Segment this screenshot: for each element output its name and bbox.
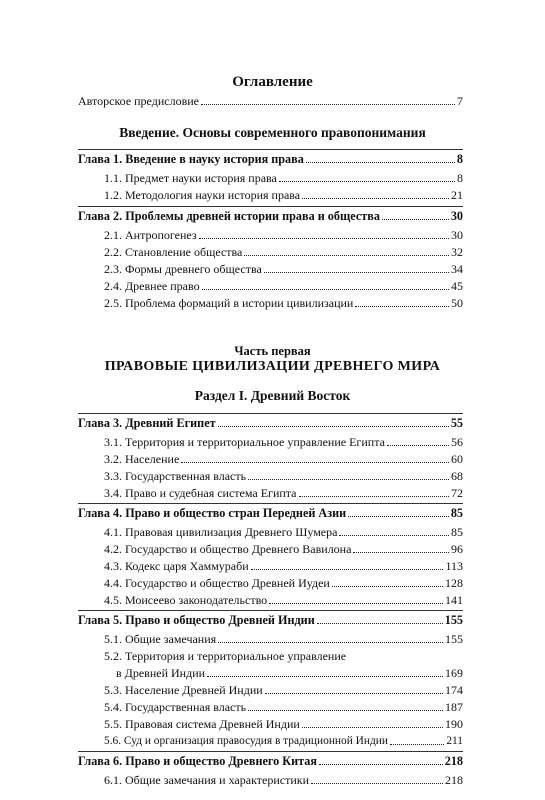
toc-chapter-3[interactable] bbox=[78, 414, 463, 430]
introduction-heading: Введение. Основы современного правопонимания bbox=[119, 125, 426, 140]
toc-section-5-3[interactable] bbox=[104, 681, 463, 697]
toc-section-3-4[interactable] bbox=[104, 484, 463, 500]
dot-leader bbox=[199, 238, 449, 239]
section-page: 68 bbox=[451, 469, 463, 483]
chapter-page: 85 bbox=[450, 506, 463, 520]
dot-leader bbox=[355, 306, 449, 307]
toc-section-2-2[interactable] bbox=[104, 243, 463, 259]
dot-leader bbox=[302, 198, 449, 199]
section-title: 6.1. Общие замечания и характеристики bbox=[104, 773, 309, 787]
dot-leader bbox=[265, 693, 443, 694]
chapter-title: Глава 6. Право и общество Древнего Китая bbox=[78, 754, 317, 768]
section-page: 211 bbox=[446, 735, 463, 747]
section-page: 141 bbox=[445, 593, 463, 607]
chapter-title: Глава 1. Введение в науку история права bbox=[78, 152, 304, 166]
toc-section-5-1[interactable] bbox=[104, 630, 463, 646]
section-page: 128 bbox=[445, 576, 463, 590]
toc-chapter-5[interactable] bbox=[78, 611, 463, 627]
section-title: 2.5. Проблема формаций в истории цивилизации bbox=[104, 296, 354, 310]
toc-section-2-5[interactable] bbox=[104, 294, 463, 310]
toc-section-5-4[interactable] bbox=[104, 698, 463, 714]
toc-section-3-1[interactable] bbox=[104, 433, 463, 449]
dot-leader bbox=[207, 676, 443, 677]
dot-leader bbox=[248, 479, 449, 480]
section-title: 4.3. Кодекс царя Хаммураби bbox=[104, 559, 249, 573]
dot-leader bbox=[306, 162, 455, 163]
section-page: 218 bbox=[445, 773, 463, 787]
toc-section-3-2[interactable] bbox=[104, 450, 463, 466]
toc-section-5-2[interactable] bbox=[104, 647, 463, 663]
dot-leader bbox=[317, 623, 443, 624]
section-title: 4.2. Государство и общество Древнего Вавилона bbox=[104, 542, 352, 556]
section-title: 3.2. Население bbox=[104, 452, 180, 466]
toc-section-4-1[interactable] bbox=[104, 523, 463, 539]
section-page: 155 bbox=[445, 632, 463, 646]
entry-page: 7 bbox=[457, 94, 463, 108]
toc-section-3-3[interactable] bbox=[104, 467, 463, 483]
part-label: Часть первая bbox=[234, 344, 311, 358]
toc-section-1-2[interactable] bbox=[104, 186, 463, 202]
section-title: 5.1. Общие замечания bbox=[104, 632, 217, 646]
toc-section-5-2-continuation[interactable] bbox=[116, 664, 463, 680]
toc-section-2-3[interactable] bbox=[104, 260, 463, 276]
section-page: 187 bbox=[445, 700, 463, 714]
chapter-page: 8 bbox=[456, 152, 463, 166]
dot-leader bbox=[201, 104, 455, 105]
toc-chapter-2[interactable] bbox=[78, 207, 463, 223]
section-title: в Древней Индии bbox=[116, 666, 206, 680]
section-page: 45 bbox=[451, 279, 463, 293]
dot-leader bbox=[251, 569, 444, 570]
dot-leader bbox=[181, 462, 449, 463]
toc-chapter-6[interactable] bbox=[78, 752, 463, 768]
dot-leader bbox=[332, 586, 443, 587]
section-title: 2.1. Антропогенез bbox=[104, 228, 197, 242]
section-title: 3.4. Право и судебная система Египта bbox=[104, 486, 297, 500]
entry-title: Авторское предисловие bbox=[78, 94, 199, 108]
toc-section-1-1[interactable] bbox=[104, 169, 463, 185]
chapter-title: Глава 2. Проблемы древней истории права и общества bbox=[78, 209, 380, 223]
toc-section-2-1[interactable] bbox=[104, 226, 463, 242]
dot-leader bbox=[218, 426, 449, 427]
dot-leader bbox=[319, 764, 443, 765]
section-title: 5.2. Территория и территориальное управление bbox=[104, 649, 347, 663]
dot-leader bbox=[339, 535, 449, 536]
section-heading: Раздел I. Древний Восток bbox=[194, 388, 351, 403]
chapter-page: 218 bbox=[444, 754, 463, 768]
section-page: 60 bbox=[451, 452, 463, 466]
section-title: 2.2. Становление общества bbox=[104, 245, 243, 259]
section-title: 4.1. Правовая цивилизация Древнего Шумера bbox=[104, 525, 338, 539]
chapter-title: Глава 5. Право и общество Древней Индии bbox=[78, 613, 315, 627]
toc-chapter-4[interactable] bbox=[78, 504, 463, 520]
section-page: 8 bbox=[457, 171, 463, 185]
chapter-title: Глава 3. Древний Египет bbox=[78, 416, 216, 430]
dot-leader bbox=[279, 181, 455, 182]
chapter-page: 30 bbox=[450, 209, 463, 223]
dot-leader bbox=[248, 710, 443, 711]
dot-leader bbox=[244, 255, 449, 256]
section-title: 5.3. Население Древней Индии bbox=[104, 683, 263, 697]
toc-title: Оглавление bbox=[232, 74, 313, 90]
dot-leader bbox=[311, 783, 443, 784]
toc-section-5-5[interactable] bbox=[104, 715, 463, 731]
toc-section-6-1[interactable] bbox=[104, 771, 463, 787]
section-title: 3.1. Территория и территориальное управление Египта bbox=[104, 435, 385, 449]
section-page: 50 bbox=[451, 296, 463, 310]
dot-leader bbox=[382, 219, 449, 220]
dot-leader bbox=[348, 516, 449, 517]
section-page: 96 bbox=[451, 542, 463, 556]
section-title: 5.5. Правовая система Древней Индии bbox=[104, 717, 300, 731]
section-title: 2.3. Формы древнего общества bbox=[104, 262, 262, 276]
section-page: 56 bbox=[451, 435, 463, 449]
section-title: 3.3. Государственная власть bbox=[104, 469, 247, 483]
dot-leader bbox=[353, 552, 449, 553]
section-page: 34 bbox=[451, 262, 463, 276]
section-page: 21 bbox=[451, 188, 463, 202]
dot-leader bbox=[202, 289, 449, 290]
dot-leader bbox=[299, 496, 449, 497]
chapter-page: 155 bbox=[444, 613, 463, 627]
section-title: 5.6. Суд и организация правосудия в традиционной Индии bbox=[104, 735, 388, 747]
chapter-title: Глава 4. Право и общество стран Передней Азии bbox=[78, 506, 347, 520]
dot-leader bbox=[387, 445, 449, 446]
section-title: 5.4. Государственная власть bbox=[104, 700, 247, 714]
toc-section-4-5[interactable] bbox=[104, 591, 463, 607]
section-title: 1.1. Предмет науки история права bbox=[104, 171, 277, 185]
toc-chapter-1[interactable] bbox=[78, 150, 463, 166]
toc-entry-author-preface[interactable] bbox=[78, 92, 463, 108]
section-page: 174 bbox=[445, 683, 463, 697]
section-page: 85 bbox=[451, 525, 463, 539]
section-page: 113 bbox=[445, 559, 463, 573]
section-page: 72 bbox=[451, 486, 463, 500]
toc-section-4-2[interactable] bbox=[104, 540, 463, 556]
toc-section-4-4[interactable] bbox=[104, 574, 463, 590]
section-title: 1.2. Методология науки история права bbox=[104, 188, 301, 202]
section-title: 4.5. Моисеево законодательство bbox=[104, 593, 268, 607]
section-page: 32 bbox=[451, 245, 463, 259]
dot-leader bbox=[302, 727, 443, 728]
toc-section-4-3[interactable] bbox=[104, 557, 463, 573]
toc-section-2-4[interactable] bbox=[104, 277, 463, 293]
section-title: 4.4. Государство и общество Древней Иудеи bbox=[104, 576, 330, 590]
dot-leader bbox=[264, 272, 449, 273]
section-page: 190 bbox=[445, 717, 463, 731]
section-page: 30 bbox=[451, 228, 463, 242]
section-page: 169 bbox=[445, 666, 463, 680]
section-title: 2.4. Древнее право bbox=[104, 279, 200, 293]
dot-leader bbox=[218, 642, 443, 643]
toc-section-5-6[interactable] bbox=[104, 732, 463, 748]
dot-leader bbox=[390, 744, 444, 745]
chapter-page: 55 bbox=[450, 416, 463, 430]
part-title: ПРАВОВЫЕ ЦИВИЛИЗАЦИИ ДРЕВНЕГО МИРА bbox=[104, 359, 441, 374]
dot-leader bbox=[269, 603, 443, 604]
